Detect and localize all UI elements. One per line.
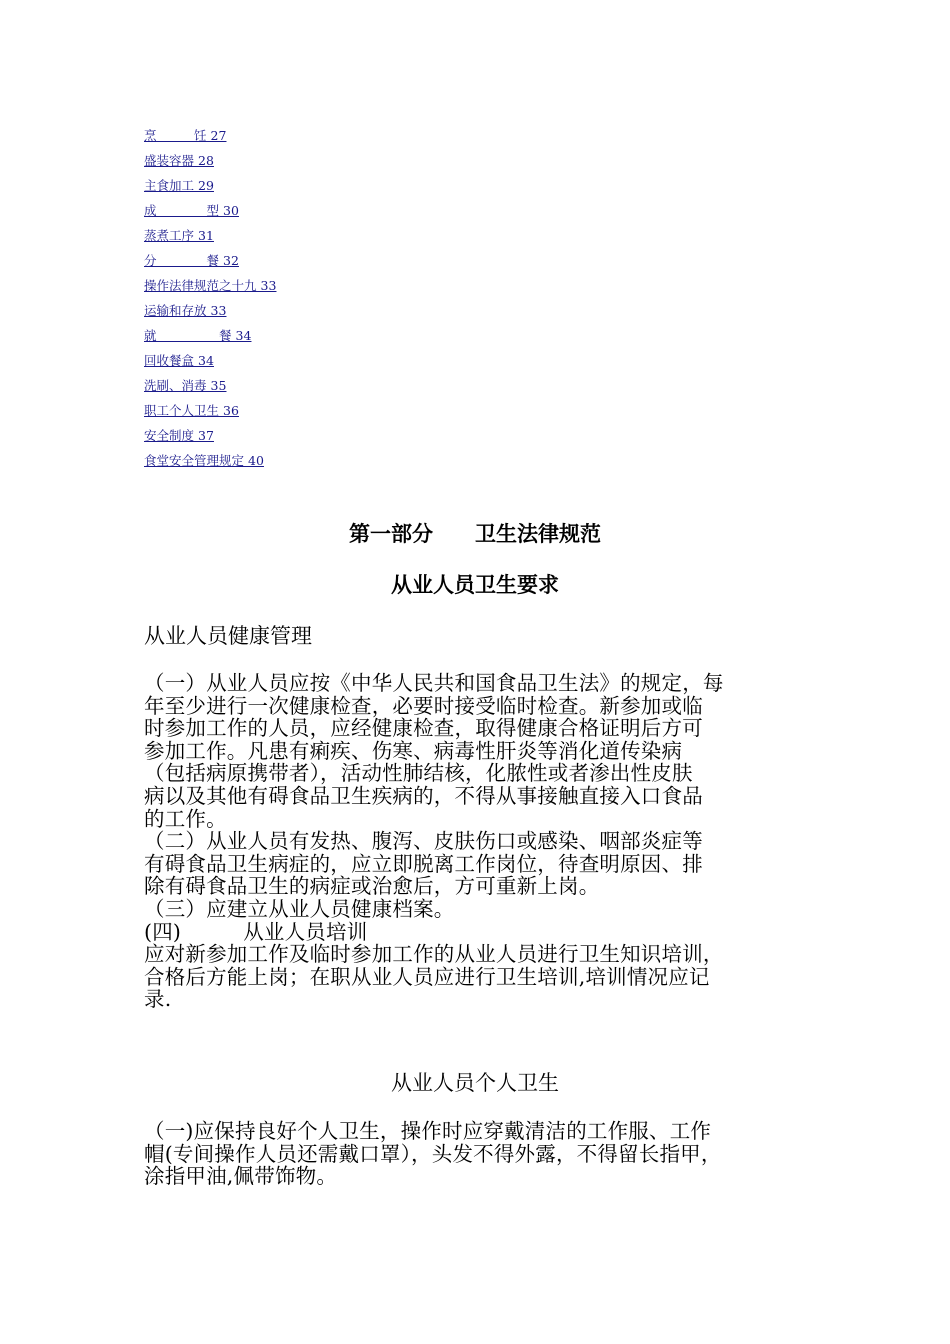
body-line: 时参加工作的人员，应经健康检查，取得健康合格证明后方可 [144, 716, 703, 741]
toc-link-label[interactable]: 成 型 30 [144, 203, 239, 218]
toc-link[interactable] [144, 301, 544, 326]
body-line: 年至少进行一次健康检查，必要时接受临时检查。新参加或临 [144, 693, 703, 718]
toc-link-label[interactable]: 食堂安全管理规定 40 [144, 453, 264, 468]
toc-link[interactable] [144, 326, 544, 351]
body-line: （二）从业人员有发热、腹泻、皮肤伤口或感染、咽部炎症等 [144, 829, 703, 854]
toc-link[interactable] [144, 276, 544, 301]
body-line: 有碍食品卫生病症的，应立即脱离工作岗位，待查明原因、排 [144, 851, 703, 876]
body-line: 合格后方能上岗；在职从业人员应进行卫生培训,培训情况应记 [144, 964, 710, 989]
toc-link[interactable] [144, 201, 544, 226]
body-line: 参加工作。凡患有痢疾、伤寒、病毒性肝炎等消化道传染病 [144, 738, 683, 763]
body-line: （包括病原携带者），活动性肺结核，化脓性或者渗出性皮肤 [144, 761, 693, 786]
body-line: 涂指甲油,佩带饰物。 [144, 1164, 338, 1189]
toc-link[interactable] [144, 176, 544, 201]
body-line: （一）从业人员应按《中华人民共和国食品卫生法》的规定，每 [144, 671, 724, 695]
personal-hygiene-heading: 从业人员个人卫生 [391, 1071, 559, 1095]
toc-link-label[interactable]: 操作法律规范之十九 33 [144, 278, 277, 293]
body-line: 除有碍食品卫生的病症或治愈后，方可重新上岗。 [144, 874, 600, 899]
toc-link[interactable] [144, 151, 544, 176]
toc-link-label[interactable]: 安全制度 37 [144, 428, 214, 443]
personal-hygiene-body [144, 1120, 808, 1188]
toc-link-label[interactable]: 运输和存放 33 [144, 303, 227, 318]
toc-link-label[interactable]: 分 餐 32 [144, 253, 239, 268]
toc-link-label[interactable]: 职工个人卫生 36 [144, 403, 239, 418]
body-line: 帽(专间操作人员还需戴口罩），头发不得外露，不得留长指甲， [144, 1141, 722, 1166]
toc-link[interactable] [144, 426, 544, 451]
body-line: 录. [144, 987, 172, 1012]
health-management-body [144, 672, 808, 1011]
body-line: 的工作。 [144, 806, 227, 831]
toc-link[interactable] [144, 126, 544, 151]
toc-link-label[interactable]: 就 餐 34 [144, 328, 252, 343]
toc-link-label[interactable]: 回收餐盒 34 [144, 353, 214, 368]
part-title: 第一部分 卫生法律规范 [349, 521, 601, 546]
toc-link-label[interactable]: 盛装容器 28 [144, 153, 214, 168]
toc-link-label[interactable]: 烹 饪 27 [144, 128, 227, 143]
health-management-heading: 从业人员健康管理 [144, 624, 312, 648]
toc-link-label[interactable]: 主食加工 29 [144, 178, 214, 193]
body-line: 病以及其他有碍食品卫生疾病的，不得从事接触直接入口食品 [144, 783, 703, 808]
body-line: (四) 从业人员培训 [144, 919, 368, 944]
toc-link[interactable] [144, 401, 544, 426]
toc-link[interactable] [144, 251, 544, 276]
body-line: 应对新参加工作及临时参加工作的从业人员进行卫生知识培训， [144, 942, 724, 967]
section-title: 从业人员卫生要求 [391, 572, 559, 597]
toc-link[interactable] [144, 451, 544, 476]
body-line: （一)应保持良好个人卫生，操作时应穿戴清洁的工作服、工作 [144, 1119, 712, 1143]
toc-link[interactable] [144, 351, 544, 376]
toc-link[interactable] [144, 226, 544, 251]
body-line: （三）应建立从业人员健康档案。 [144, 896, 455, 921]
toc-link-label[interactable]: 洗刷、消毒 35 [144, 378, 227, 393]
table-of-contents [144, 126, 544, 476]
toc-link-label[interactable]: 蒸煮工序 31 [144, 228, 214, 243]
toc-link[interactable] [144, 376, 544, 401]
